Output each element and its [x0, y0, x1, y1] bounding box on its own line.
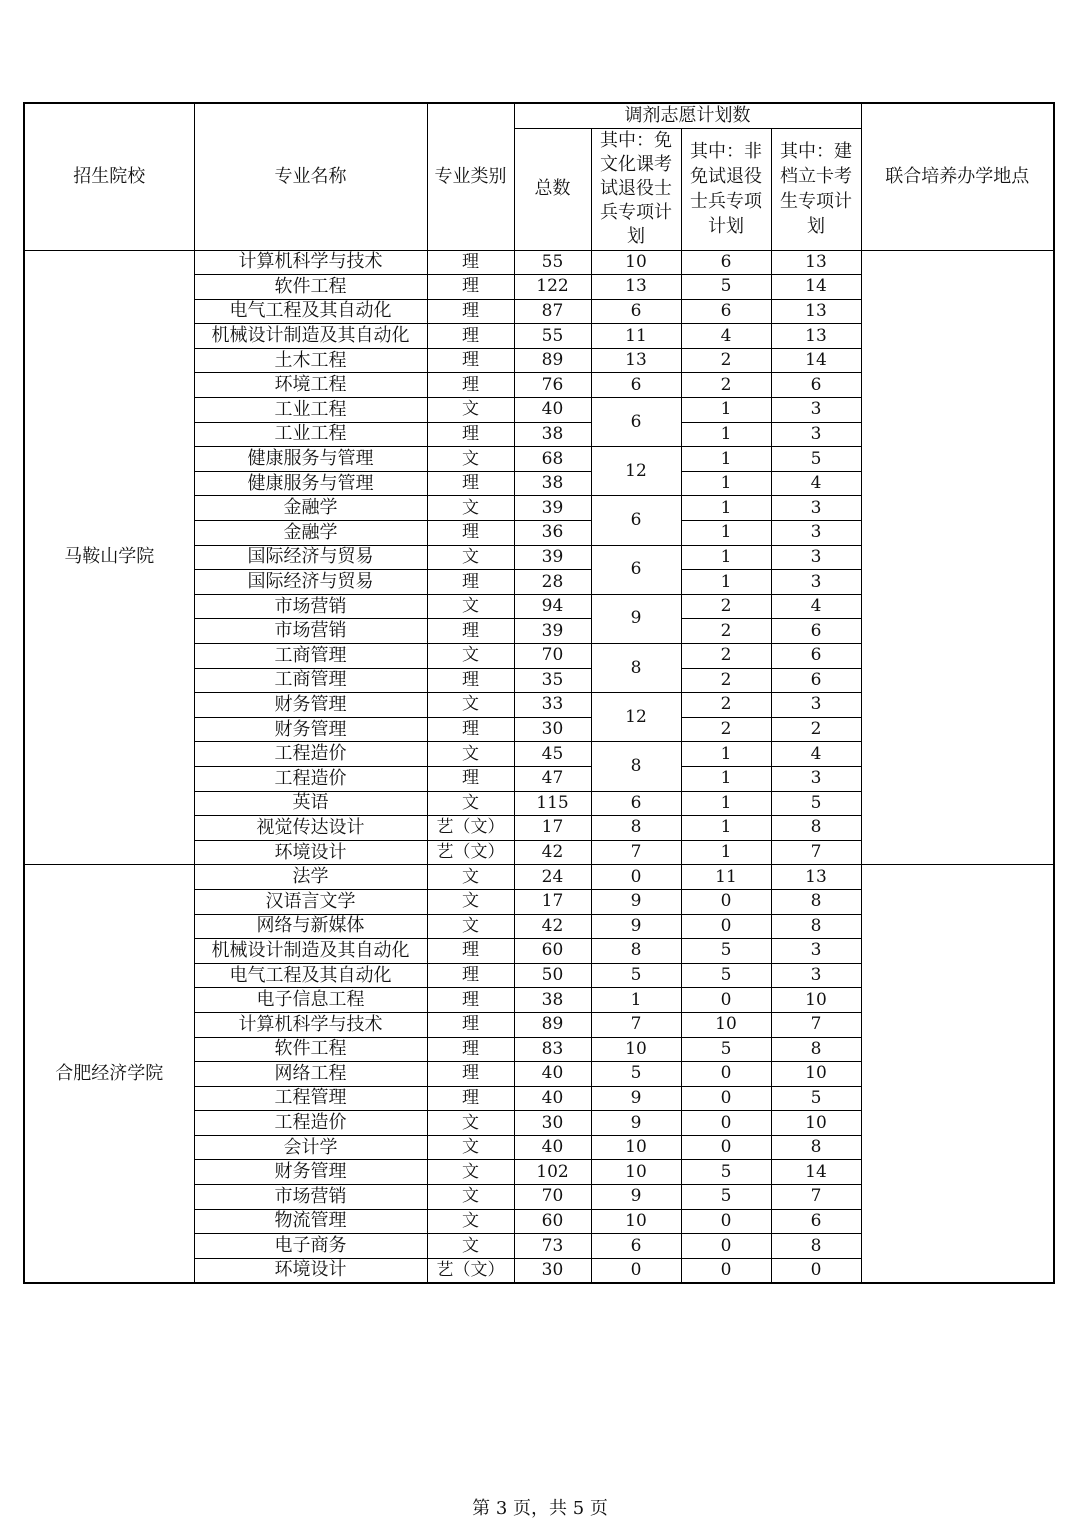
nonexempt-veteran-cell: 0 — [681, 914, 771, 939]
exempt-veteran-cell: 13 — [591, 348, 681, 373]
poverty-cell: 8 — [771, 816, 861, 841]
nonexempt-veteran-cell: 4 — [681, 324, 771, 349]
total-cell: 45 — [514, 742, 591, 767]
header-nonexempt-veteran: 其中：非免试退役士兵专项计划 — [681, 128, 771, 250]
nonexempt-veteran-cell: 10 — [681, 1012, 771, 1037]
poverty-cell: 6 — [771, 373, 861, 398]
nonexempt-veteran-cell: 1 — [681, 398, 771, 423]
poverty-cell: 5 — [771, 1086, 861, 1111]
category-cell: 艺（文） — [427, 840, 514, 865]
major-cell: 软件工程 — [194, 275, 427, 300]
total-cell: 89 — [514, 348, 591, 373]
total-cell: 73 — [514, 1234, 591, 1259]
category-cell: 理 — [427, 939, 514, 964]
total-cell: 38 — [514, 422, 591, 447]
category-cell: 理 — [427, 324, 514, 349]
nonexempt-veteran-cell: 6 — [681, 250, 771, 275]
major-cell: 电气工程及其自动化 — [194, 299, 427, 324]
major-cell: 环境设计 — [194, 840, 427, 865]
major-cell: 软件工程 — [194, 1037, 427, 1062]
header-school: 招生院校 — [24, 103, 194, 250]
school-cell: 合肥经济学院 — [24, 865, 194, 1283]
category-cell: 艺（文） — [427, 1258, 514, 1283]
table-body — [24, 250, 1054, 1283]
total-cell: 70 — [514, 644, 591, 669]
category-cell: 理 — [427, 570, 514, 595]
nonexempt-veteran-cell: 0 — [681, 1209, 771, 1234]
poverty-cell: 8 — [771, 1234, 861, 1259]
category-cell: 文 — [427, 889, 514, 914]
category-cell: 文 — [427, 742, 514, 767]
nonexempt-veteran-cell: 1 — [681, 471, 771, 496]
total-cell: 89 — [514, 1012, 591, 1037]
total-cell: 42 — [514, 840, 591, 865]
table-header — [24, 103, 1054, 250]
total-cell: 38 — [514, 988, 591, 1013]
category-cell: 理 — [427, 766, 514, 791]
total-cell: 115 — [514, 791, 591, 816]
total-cell: 42 — [514, 914, 591, 939]
poverty-cell: 8 — [771, 1037, 861, 1062]
poverty-cell: 5 — [771, 791, 861, 816]
school-cell: 马鞍山学院 — [24, 250, 194, 865]
major-cell: 网络工程 — [194, 1062, 427, 1087]
nonexempt-veteran-cell: 1 — [681, 766, 771, 791]
category-cell: 艺（文） — [427, 816, 514, 841]
category-cell: 文 — [427, 1111, 514, 1136]
exempt-veteran-cell: 1 — [591, 988, 681, 1013]
major-cell: 汉语言文学 — [194, 889, 427, 914]
header-joint-site: 联合培养办学地点 — [861, 103, 1054, 250]
nonexempt-veteran-cell: 6 — [681, 299, 771, 324]
poverty-cell: 7 — [771, 840, 861, 865]
category-cell: 理 — [427, 1062, 514, 1087]
poverty-cell: 8 — [771, 1135, 861, 1160]
poverty-cell: 3 — [771, 939, 861, 964]
poverty-cell: 0 — [771, 1258, 861, 1283]
nonexempt-veteran-cell: 1 — [681, 742, 771, 767]
nonexempt-veteran-cell: 1 — [681, 496, 771, 521]
exempt-veteran-cell: 9 — [591, 594, 681, 643]
exempt-veteran-cell: 5 — [591, 1062, 681, 1087]
category-cell: 理 — [427, 988, 514, 1013]
exempt-veteran-cell: 8 — [591, 939, 681, 964]
exempt-veteran-cell: 6 — [591, 545, 681, 594]
nonexempt-veteran-cell: 2 — [681, 619, 771, 644]
table-row — [24, 250, 1054, 275]
header-major: 专业名称 — [194, 103, 427, 250]
poverty-cell: 10 — [771, 988, 861, 1013]
major-cell: 环境工程 — [194, 373, 427, 398]
major-cell: 工商管理 — [194, 668, 427, 693]
exempt-veteran-cell: 9 — [591, 1086, 681, 1111]
major-cell: 英语 — [194, 791, 427, 816]
nonexempt-veteran-cell: 0 — [681, 1062, 771, 1087]
poverty-cell: 13 — [771, 299, 861, 324]
exempt-veteran-cell: 10 — [591, 1209, 681, 1234]
nonexempt-veteran-cell: 5 — [681, 939, 771, 964]
category-cell: 理 — [427, 668, 514, 693]
total-cell: 39 — [514, 619, 591, 644]
total-cell: 102 — [514, 1160, 591, 1185]
major-cell: 电气工程及其自动化 — [194, 963, 427, 988]
category-cell: 文 — [427, 1160, 514, 1185]
poverty-cell: 13 — [771, 865, 861, 890]
nonexempt-veteran-cell: 0 — [681, 1086, 771, 1111]
major-cell: 网络与新媒体 — [194, 914, 427, 939]
poverty-cell: 4 — [771, 594, 861, 619]
nonexempt-veteran-cell: 2 — [681, 644, 771, 669]
total-cell: 40 — [514, 1135, 591, 1160]
category-cell: 文 — [427, 1185, 514, 1210]
poverty-cell: 3 — [771, 963, 861, 988]
poverty-cell: 6 — [771, 644, 861, 669]
exempt-veteran-cell: 9 — [591, 1185, 681, 1210]
major-cell: 计算机科学与技术 — [194, 1012, 427, 1037]
major-cell: 物流管理 — [194, 1209, 427, 1234]
nonexempt-veteran-cell: 0 — [681, 1135, 771, 1160]
total-cell: 60 — [514, 1209, 591, 1234]
total-cell: 55 — [514, 324, 591, 349]
major-cell: 工业工程 — [194, 398, 427, 423]
nonexempt-veteran-cell: 0 — [681, 889, 771, 914]
exempt-veteran-cell: 7 — [591, 840, 681, 865]
total-cell: 87 — [514, 299, 591, 324]
category-cell: 理 — [427, 963, 514, 988]
category-cell: 理 — [427, 717, 514, 742]
nonexempt-veteran-cell: 5 — [681, 1160, 771, 1185]
nonexempt-veteran-cell: 2 — [681, 594, 771, 619]
major-cell: 视觉传达设计 — [194, 816, 427, 841]
category-cell: 理 — [427, 471, 514, 496]
nonexempt-veteran-cell: 1 — [681, 447, 771, 472]
enrollment-plan-table — [23, 102, 1055, 1284]
nonexempt-veteran-cell: 5 — [681, 275, 771, 300]
exempt-veteran-cell: 8 — [591, 742, 681, 791]
exempt-veteran-cell: 10 — [591, 1037, 681, 1062]
category-cell: 文 — [427, 398, 514, 423]
exempt-veteran-cell: 7 — [591, 1012, 681, 1037]
poverty-cell: 3 — [771, 422, 861, 447]
table-row — [24, 865, 1054, 890]
exempt-veteran-cell: 10 — [591, 1135, 681, 1160]
exempt-veteran-cell: 8 — [591, 644, 681, 693]
nonexempt-veteran-cell: 0 — [681, 1234, 771, 1259]
total-cell: 17 — [514, 816, 591, 841]
category-cell: 文 — [427, 1209, 514, 1234]
poverty-cell: 3 — [771, 398, 861, 423]
category-cell: 理 — [427, 1037, 514, 1062]
major-cell: 土木工程 — [194, 348, 427, 373]
total-cell: 83 — [514, 1037, 591, 1062]
major-cell: 金融学 — [194, 521, 427, 546]
major-cell: 财务管理 — [194, 717, 427, 742]
total-cell: 122 — [514, 275, 591, 300]
category-cell: 文 — [427, 496, 514, 521]
major-cell: 机械设计制造及其自动化 — [194, 939, 427, 964]
page-footer: 第 3 页，共 5 页 — [472, 1498, 608, 1519]
joint-site-cell — [861, 250, 1054, 865]
poverty-cell: 3 — [771, 521, 861, 546]
nonexempt-veteran-cell: 1 — [681, 816, 771, 841]
total-cell: 60 — [514, 939, 591, 964]
exempt-veteran-cell: 5 — [591, 963, 681, 988]
total-cell: 36 — [514, 521, 591, 546]
major-cell: 电子商务 — [194, 1234, 427, 1259]
major-cell: 健康服务与管理 — [194, 471, 427, 496]
nonexempt-veteran-cell: 1 — [681, 840, 771, 865]
category-cell: 文 — [427, 914, 514, 939]
major-cell: 环境设计 — [194, 1258, 427, 1283]
total-cell: 47 — [514, 766, 591, 791]
exempt-veteran-cell: 10 — [591, 1160, 681, 1185]
major-cell: 市场营销 — [194, 594, 427, 619]
category-cell: 理 — [427, 373, 514, 398]
nonexempt-veteran-cell: 2 — [681, 668, 771, 693]
major-cell: 健康服务与管理 — [194, 447, 427, 472]
poverty-cell: 8 — [771, 914, 861, 939]
exempt-veteran-cell: 6 — [591, 373, 681, 398]
poverty-cell: 3 — [771, 693, 861, 718]
exempt-veteran-cell: 12 — [591, 447, 681, 496]
exempt-veteran-cell: 8 — [591, 816, 681, 841]
category-cell: 文 — [427, 594, 514, 619]
category-cell: 理 — [427, 250, 514, 275]
exempt-veteran-cell: 0 — [591, 1258, 681, 1283]
total-cell: 30 — [514, 717, 591, 742]
nonexempt-veteran-cell: 2 — [681, 693, 771, 718]
total-cell: 39 — [514, 545, 591, 570]
major-cell: 机械设计制造及其自动化 — [194, 324, 427, 349]
exempt-veteran-cell: 6 — [591, 299, 681, 324]
nonexempt-veteran-cell: 5 — [681, 1037, 771, 1062]
exempt-veteran-cell: 0 — [591, 865, 681, 890]
major-cell: 工程造价 — [194, 1111, 427, 1136]
total-cell: 30 — [514, 1111, 591, 1136]
poverty-cell: 6 — [771, 1209, 861, 1234]
major-cell: 计算机科学与技术 — [194, 250, 427, 275]
total-cell: 33 — [514, 693, 591, 718]
total-cell: 24 — [514, 865, 591, 890]
total-cell: 40 — [514, 1086, 591, 1111]
category-cell: 理 — [427, 619, 514, 644]
total-cell: 28 — [514, 570, 591, 595]
poverty-cell: 13 — [771, 250, 861, 275]
major-cell: 市场营销 — [194, 619, 427, 644]
nonexempt-veteran-cell: 1 — [681, 791, 771, 816]
total-cell: 40 — [514, 398, 591, 423]
poverty-cell: 14 — [771, 1160, 861, 1185]
total-cell: 55 — [514, 250, 591, 275]
poverty-cell: 3 — [771, 545, 861, 570]
total-cell: 17 — [514, 889, 591, 914]
exempt-veteran-cell: 9 — [591, 1111, 681, 1136]
major-cell: 法学 — [194, 865, 427, 890]
major-cell: 市场营销 — [194, 1185, 427, 1210]
exempt-veteran-cell: 6 — [591, 1234, 681, 1259]
poverty-cell: 4 — [771, 471, 861, 496]
poverty-cell: 14 — [771, 348, 861, 373]
category-cell: 理 — [427, 299, 514, 324]
poverty-cell: 14 — [771, 275, 861, 300]
poverty-cell: 3 — [771, 766, 861, 791]
category-cell: 理 — [427, 1086, 514, 1111]
total-cell: 94 — [514, 594, 591, 619]
poverty-cell: 3 — [771, 496, 861, 521]
header-plan-group: 调剂志愿计划数 — [514, 103, 861, 128]
total-cell: 50 — [514, 963, 591, 988]
nonexempt-veteran-cell: 5 — [681, 1185, 771, 1210]
category-cell: 文 — [427, 1135, 514, 1160]
category-cell: 理 — [427, 275, 514, 300]
category-cell: 理 — [427, 521, 514, 546]
exempt-veteran-cell: 12 — [591, 693, 681, 742]
poverty-cell: 2 — [771, 717, 861, 742]
poverty-cell: 7 — [771, 1012, 861, 1037]
nonexempt-veteran-cell: 11 — [681, 865, 771, 890]
major-cell: 国际经济与贸易 — [194, 570, 427, 595]
category-cell: 文 — [427, 693, 514, 718]
poverty-cell: 3 — [771, 570, 861, 595]
poverty-cell: 7 — [771, 1185, 861, 1210]
exempt-veteran-cell: 10 — [591, 250, 681, 275]
category-cell: 理 — [427, 1012, 514, 1037]
total-cell: 68 — [514, 447, 591, 472]
nonexempt-veteran-cell: 1 — [681, 521, 771, 546]
major-cell: 会计学 — [194, 1135, 427, 1160]
major-cell: 工商管理 — [194, 644, 427, 669]
joint-site-cell — [861, 865, 1054, 1283]
poverty-cell: 6 — [771, 668, 861, 693]
poverty-cell: 10 — [771, 1062, 861, 1087]
nonexempt-veteran-cell: 0 — [681, 1111, 771, 1136]
total-cell: 35 — [514, 668, 591, 693]
header-total: 总数 — [514, 128, 591, 250]
exempt-veteran-cell: 6 — [591, 398, 681, 447]
category-cell: 文 — [427, 545, 514, 570]
exempt-veteran-cell: 9 — [591, 889, 681, 914]
poverty-cell: 10 — [771, 1111, 861, 1136]
category-cell: 文 — [427, 791, 514, 816]
nonexempt-veteran-cell: 1 — [681, 545, 771, 570]
major-cell: 工程造价 — [194, 742, 427, 767]
header-poverty: 其中：建档立卡考生专项计划 — [771, 128, 861, 250]
poverty-cell: 13 — [771, 324, 861, 349]
poverty-cell: 6 — [771, 619, 861, 644]
header-category: 专业类别 — [427, 103, 514, 250]
exempt-veteran-cell: 13 — [591, 275, 681, 300]
exempt-veteran-cell: 6 — [591, 791, 681, 816]
major-cell: 国际经济与贸易 — [194, 545, 427, 570]
nonexempt-veteran-cell: 2 — [681, 373, 771, 398]
header-exempt-veteran: 其中：免文化课考试退役士兵专项计划 — [591, 128, 681, 250]
exempt-veteran-cell: 6 — [591, 496, 681, 545]
category-cell: 文 — [427, 1234, 514, 1259]
exempt-veteran-cell: 9 — [591, 914, 681, 939]
major-cell: 工程造价 — [194, 766, 427, 791]
category-cell: 文 — [427, 865, 514, 890]
total-cell: 40 — [514, 1062, 591, 1087]
poverty-cell: 5 — [771, 447, 861, 472]
category-cell: 理 — [427, 348, 514, 373]
major-cell: 电子信息工程 — [194, 988, 427, 1013]
exempt-veteran-cell: 11 — [591, 324, 681, 349]
nonexempt-veteran-cell: 1 — [681, 570, 771, 595]
total-cell: 38 — [514, 471, 591, 496]
category-cell: 文 — [427, 447, 514, 472]
nonexempt-veteran-cell: 5 — [681, 963, 771, 988]
total-cell: 30 — [514, 1258, 591, 1283]
major-cell: 财务管理 — [194, 693, 427, 718]
total-cell: 76 — [514, 373, 591, 398]
total-cell: 70 — [514, 1185, 591, 1210]
category-cell: 理 — [427, 422, 514, 447]
nonexempt-veteran-cell: 2 — [681, 348, 771, 373]
nonexempt-veteran-cell: 1 — [681, 422, 771, 447]
total-cell: 39 — [514, 496, 591, 521]
major-cell: 财务管理 — [194, 1160, 427, 1185]
major-cell: 金融学 — [194, 496, 427, 521]
poverty-cell: 4 — [771, 742, 861, 767]
nonexempt-veteran-cell: 0 — [681, 988, 771, 1013]
poverty-cell: 8 — [771, 889, 861, 914]
major-cell: 工程管理 — [194, 1086, 427, 1111]
category-cell: 文 — [427, 644, 514, 669]
major-cell: 工业工程 — [194, 422, 427, 447]
nonexempt-veteran-cell: 0 — [681, 1258, 771, 1283]
nonexempt-veteran-cell: 2 — [681, 717, 771, 742]
